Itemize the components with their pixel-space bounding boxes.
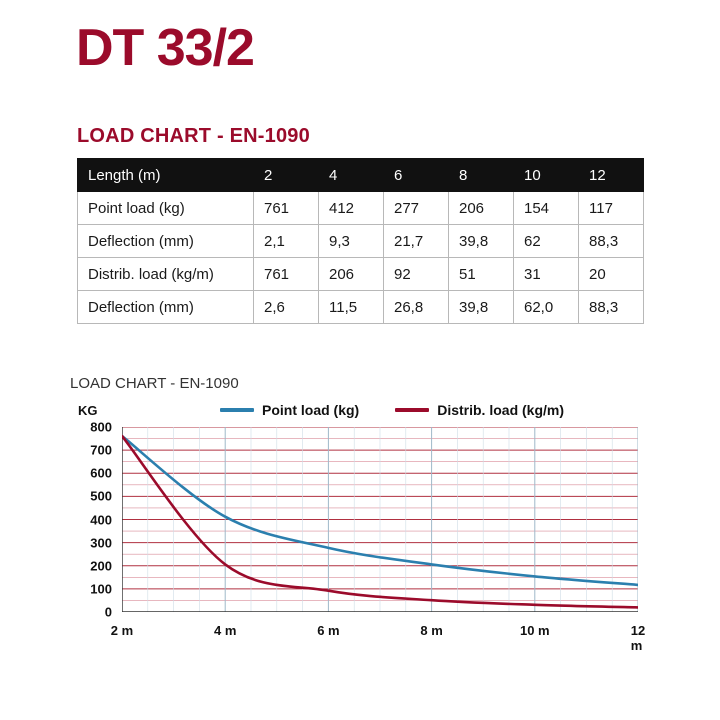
x-axis-tick-label: 6 m bbox=[317, 623, 340, 638]
chart-unit-label: KG bbox=[78, 403, 98, 418]
chart-plot-svg bbox=[122, 427, 638, 612]
table-body bbox=[78, 192, 644, 324]
table-cell: 39,8 bbox=[449, 291, 514, 324]
x-axis-tick-label: 10 m bbox=[519, 623, 550, 638]
row-label: Point load (kg) bbox=[78, 192, 254, 225]
table-header-cell-length: Length (m) bbox=[78, 159, 254, 192]
y-axis-tick-label: 800 bbox=[90, 419, 112, 435]
table-cell: 88,3 bbox=[579, 225, 644, 258]
y-axis-tick-label: 0 bbox=[104, 604, 112, 620]
x-axis-tick-label: 2 m bbox=[110, 623, 134, 638]
table-row bbox=[78, 225, 644, 258]
load-chart-table-heading: LOAD CHART - EN-1090 bbox=[77, 125, 310, 147]
table-row bbox=[78, 192, 644, 225]
table-cell: 2,1 bbox=[254, 225, 319, 258]
legend-label-distrib-load: Distrib. load (kg/m) bbox=[437, 402, 565, 418]
table-header-cell-6: 6 bbox=[384, 159, 449, 192]
table-cell: 11,5 bbox=[319, 291, 384, 324]
table-header-cell-4: 4 bbox=[319, 159, 384, 192]
y-axis-tick-label: 700 bbox=[90, 442, 112, 458]
table-cell: 154 bbox=[514, 192, 579, 225]
load-chart-figure bbox=[70, 375, 650, 675]
table-header-cell-2: 2 bbox=[254, 159, 319, 192]
legend-item-point-load bbox=[220, 402, 359, 418]
table-cell: 761 bbox=[254, 192, 319, 225]
row-label: Deflection (mm) bbox=[78, 291, 254, 324]
table-row bbox=[78, 291, 644, 324]
table-cell: 88,3 bbox=[579, 291, 644, 324]
table-cell: 26,8 bbox=[384, 291, 449, 324]
legend-label-point-load: Point load (kg) bbox=[262, 402, 360, 418]
table-cell: 206 bbox=[319, 258, 384, 291]
row-label: Deflection (mm) bbox=[78, 225, 254, 258]
table-header-row bbox=[78, 159, 644, 192]
table-row bbox=[78, 258, 644, 291]
table-header-cell-8: 8 bbox=[449, 159, 514, 192]
x-axis-tick-label: 8 m bbox=[420, 623, 443, 638]
table-cell: 206 bbox=[449, 192, 514, 225]
table-header-cell-12: 12 bbox=[579, 159, 644, 192]
table-header bbox=[78, 159, 644, 192]
table-cell: 412 bbox=[319, 192, 384, 225]
table-cell: 62 bbox=[514, 225, 579, 258]
table-cell: 20 bbox=[579, 258, 644, 291]
table-cell: 62,0 bbox=[514, 291, 579, 324]
x-axis-tick-label: 12 m bbox=[630, 623, 646, 653]
table-cell: 761 bbox=[254, 258, 319, 291]
table-cell: 51 bbox=[449, 258, 514, 291]
y-axis-tick-label: 300 bbox=[90, 535, 112, 551]
table-cell: 117 bbox=[579, 192, 644, 225]
page-title: DT 33/2 bbox=[76, 19, 254, 77]
chart-legend bbox=[220, 402, 564, 418]
table-cell: 277 bbox=[384, 192, 449, 225]
y-axis-tick-label: 200 bbox=[90, 558, 112, 574]
legend-item-distrib-load bbox=[395, 402, 564, 418]
row-label: Distrib. load (kg/m) bbox=[78, 258, 254, 291]
chart-y-axis bbox=[70, 419, 116, 619]
y-axis-tick-label: 400 bbox=[90, 512, 112, 527]
chart-title: LOAD CHART - EN-1090 bbox=[70, 375, 239, 392]
table-cell: 31 bbox=[514, 258, 579, 291]
table-header-cell-10: 10 bbox=[514, 159, 579, 192]
table-cell: 39,8 bbox=[449, 225, 514, 258]
table-cell: 2,6 bbox=[254, 291, 319, 324]
y-axis-tick-label: 600 bbox=[90, 465, 112, 481]
table-cell: 9,3 bbox=[319, 225, 384, 258]
chart-plot-area bbox=[122, 427, 638, 612]
load-chart-table bbox=[77, 158, 644, 324]
y-axis-tick-label: 100 bbox=[90, 581, 112, 597]
chart-x-axis bbox=[110, 623, 646, 653]
legend-swatch-point-load bbox=[220, 408, 254, 412]
legend-swatch-distrib-load bbox=[395, 408, 429, 412]
y-axis-tick-label: 500 bbox=[90, 488, 112, 504]
table-cell: 21,7 bbox=[384, 225, 449, 258]
x-axis-tick-label: 4 m bbox=[213, 623, 237, 638]
table-cell: 92 bbox=[384, 258, 449, 291]
